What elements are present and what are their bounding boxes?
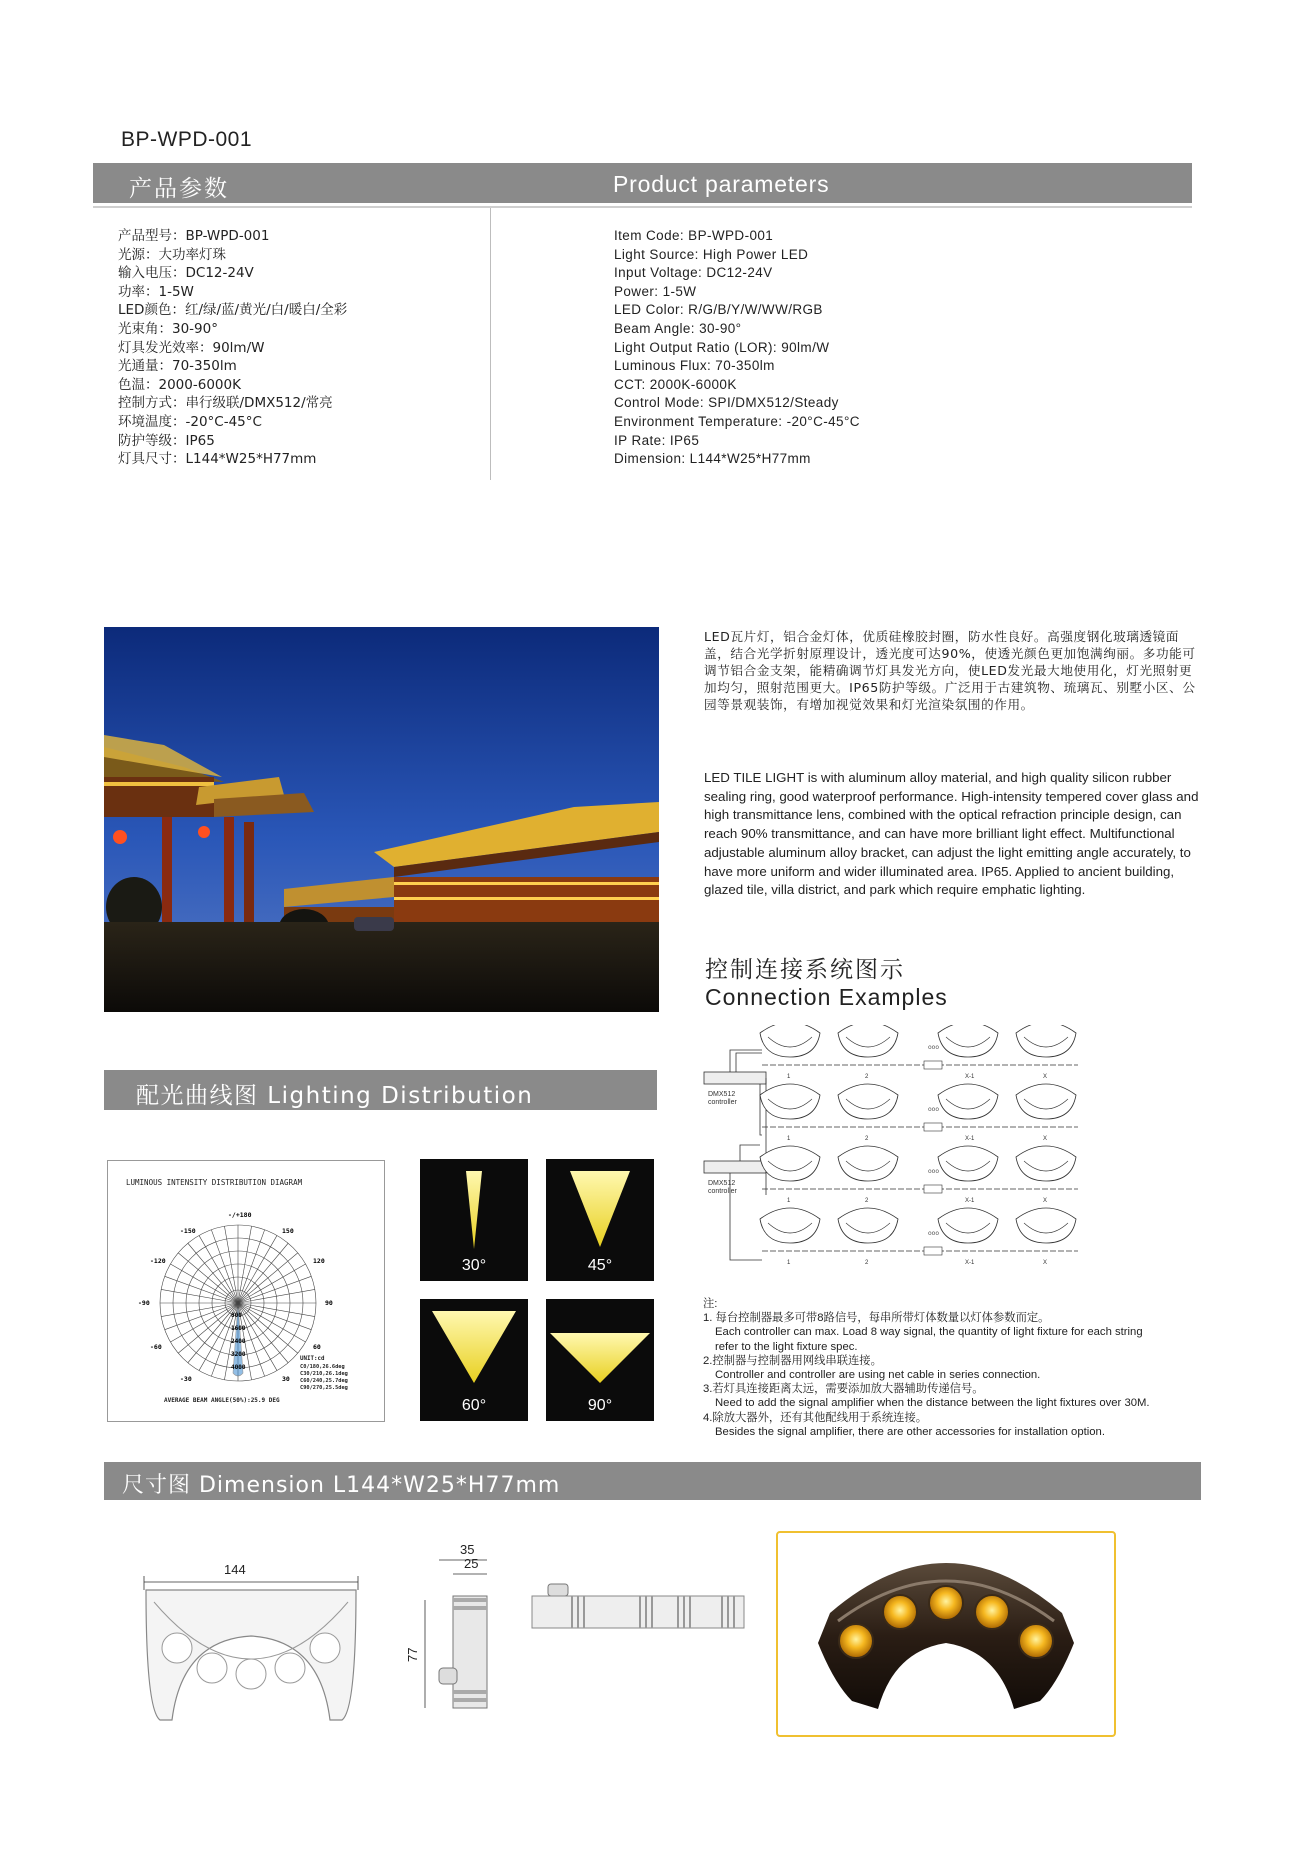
height-dimension: 77 <box>405 1647 420 1662</box>
polar-angle-label: -150 <box>180 1227 196 1235</box>
tile-index-label: X-1 <box>965 1136 975 1142</box>
lighting-distribution-title: 配光曲线图 Lighting Distribution <box>136 1083 534 1109</box>
spec-item: 功率：1-5W <box>118 283 194 300</box>
spec-item: IP Rate: IP65 <box>614 432 700 448</box>
tile-index-label: 1 <box>787 1260 791 1266</box>
tile-light-icon <box>938 1084 998 1119</box>
diagram-legend-item: C0/180,26.6deg <box>300 1364 345 1370</box>
controller-1-label: DMX512 <box>708 1091 736 1098</box>
spec-item: Luminous Flux: 70-350lm <box>614 358 775 374</box>
spec-item: Light Output Ratio (LOR): 90lm/W <box>614 339 830 355</box>
polar-angle-label: 30 <box>282 1375 290 1383</box>
note-en: Controller and controller are using net cable in series connection. <box>715 1369 1041 1382</box>
spec-item: 输入电压：DC12-24V <box>118 265 254 282</box>
length-dimension: 144 <box>224 1562 246 1577</box>
side-view-drawing <box>405 1538 515 1738</box>
tile-index-label: 1 <box>787 1198 791 1204</box>
note-en: Besides the signal amplifier, there are other accessories for installation option. <box>715 1425 1105 1438</box>
connection-title-en: Connection Examples <box>705 984 948 1010</box>
spec-item: CCT: 2000K-6000K <box>614 376 737 392</box>
params-header-en: Product parameters <box>613 171 830 197</box>
tile-light-icon <box>1016 1208 1076 1243</box>
polar-intensity-label: 4000 <box>231 1364 246 1371</box>
controller-1-sublabel: controller <box>708 1099 737 1106</box>
front-view-drawing <box>130 1540 380 1730</box>
tile-index-label: 2 <box>865 1136 869 1142</box>
spec-item: Beam Angle: 30-90° <box>614 320 742 336</box>
application-photo <box>104 627 659 1012</box>
beam-angle-label: 30° <box>461 1257 487 1274</box>
tile-light-icon <box>938 1208 998 1243</box>
note-cn: 2.控制器与控制器用网线串联连接。 <box>703 1354 882 1367</box>
tile-light-icon <box>838 1208 898 1243</box>
notes <box>703 1297 1203 1439</box>
width-outer-dimension: 35 <box>460 1542 475 1557</box>
spec-item: Item Code: BP-WPD-001 <box>614 228 774 243</box>
tile-index-label: X-1 <box>965 1198 975 1204</box>
spec-item: 光束角：30-90° <box>118 320 218 337</box>
connector-box <box>924 1061 942 1069</box>
polar-intensity-label: 3200 <box>231 1351 246 1358</box>
spec-item: Input Voltage: DC12-24V <box>614 265 773 281</box>
spec-item: Power: 1-5W <box>614 283 697 299</box>
tile-light-icon <box>760 1084 820 1119</box>
connector-box <box>924 1123 942 1131</box>
note-cn: 4.除放大器外，还有其他配线用于系统连接。 <box>703 1411 928 1424</box>
spec-list-cn <box>118 227 347 469</box>
beam-angle-label: 45° <box>587 1257 613 1274</box>
description-cn: LED瓦片灯，铝合金灯体，优质硅橡胶封圈，防水性良好。高强度钢化玻璃透镜面盖，结合光学折射原理设计，透光度可达90%，使透光颜色更加饱满绚丽。多功能可调节铝合金支架，能精确调节灯具发光方向，使LED发光最大地使用化，灯光照射更加均匀，照射范围更大。IP65防护等级。广泛用于古建筑物、琉璃瓦、别墅小区、公园等景观装饰，有增加视觉效果和灯光渲染氛围的作用。 <box>704 629 1196 712</box>
polar-angle-label: -30 <box>180 1375 192 1383</box>
tile-index-label: X <box>1043 1136 1048 1142</box>
diagram-title: LUMINOUS INTENSITY DISTRIBUTION DIAGRAM <box>126 1178 303 1187</box>
description-en: LED TILE LIGHT is with aluminum alloy material, and high quality silicon rubber sealing ring, good waterproof performance. High-intensity tempered cover glass and high transmittance lens, combined with the optical refraction principle design, can reach 90% transmittance, and can have more brilliant light effect. Multifunctional adjustable aluminum alloy bracket, can adjust the light emitting angle accurately, to have more uniform and wider illuminated area. IP65. Applied to ancient building, glazed tile, villa district, and park which require emphatic lighting. <box>704 770 1199 898</box>
note-cn: 3.若灯具连接距离太远，需要添加放大器辅助传递信号。 <box>703 1383 984 1396</box>
ellipsis: ooo <box>928 1106 940 1113</box>
connection-diagram <box>700 1025 1180 1285</box>
tile-index-label: X <box>1043 1260 1048 1266</box>
tile-light-icon <box>760 1208 820 1243</box>
model-title: BP-WPD-001 <box>121 128 253 151</box>
polar-intensity-label: 1600 <box>231 1325 246 1332</box>
spec-item: LED颜色：红/绿/蓝/黄光/白/暖白/全彩 <box>118 302 348 319</box>
tile-index-label: X-1 <box>965 1260 975 1266</box>
beam-angle-90 <box>546 1299 654 1421</box>
spec-item: Light Source: High Power LED <box>614 246 809 262</box>
spec-item: 色温：2000-6000K <box>118 376 241 393</box>
polar-angle-label: -120 <box>150 1257 166 1265</box>
polar-angle-label: -60 <box>150 1343 162 1351</box>
polar-intensity-label: 800 <box>231 1312 242 1319</box>
note-en: Need to add the signal amplifier when the distance between the light fixtures over 30M. <box>715 1397 1150 1410</box>
connector-box <box>924 1247 942 1255</box>
params-divider <box>490 208 491 480</box>
ellipsis: ooo <box>928 1044 940 1051</box>
diagram-legend-item: C90/270,25.5deg <box>300 1385 348 1391</box>
beam-angle-60 <box>420 1299 528 1421</box>
tile-light-icon <box>760 1146 820 1181</box>
spec-item: Dimension: L144*W25*H77mm <box>614 451 811 467</box>
params-header-bar <box>93 163 1192 203</box>
polar-angle-label: 150 <box>282 1227 294 1235</box>
tile-index-label: X <box>1043 1198 1048 1204</box>
dimension-title: 尺寸图 Dimension L144*W25*H77mm <box>122 1473 561 1498</box>
polar-angle-label: 120 <box>313 1257 325 1265</box>
spec-item: 产品型号：BP-WPD-001 <box>118 228 270 244</box>
tile-light-icon <box>838 1025 898 1057</box>
diagram-legend-item: C30/210,26.1deg <box>300 1371 348 1377</box>
spec-item: LED Color: R/G/B/Y/W/WW/RGB <box>614 302 823 318</box>
tile-index-label: X-1 <box>965 1074 975 1080</box>
tile-light-icon <box>938 1025 998 1057</box>
spec-item: 灯具尺寸：L144*W25*H77mm <box>118 451 317 468</box>
polar-intensity-label: 2400 <box>231 1338 246 1345</box>
diagram-average: AVERAGE BEAM ANGLE(50%):25.9 DEG <box>164 1397 280 1404</box>
spec-item: 光通量：70-350lm <box>118 358 237 375</box>
controller-2-label: DMX512 <box>708 1180 736 1187</box>
note-cn: 1. 每台控制器最多可带8路信号，每串所带灯体数量以灯体参数而定。 <box>703 1312 1050 1325</box>
ellipsis: ooo <box>928 1168 940 1175</box>
spec-item: Control Mode: SPI/DMX512/Steady <box>614 395 839 411</box>
luminous-intensity-diagram <box>107 1160 385 1422</box>
params-underline <box>93 206 1192 208</box>
product-photo <box>776 1531 1116 1737</box>
polar-angle-label: 60 <box>313 1343 321 1351</box>
tile-light-icon <box>1016 1025 1076 1057</box>
polar-angle-label: -/+180 <box>228 1211 252 1219</box>
tile-index-label: 1 <box>787 1136 791 1142</box>
spec-list-en <box>614 227 860 469</box>
notes-head: 注: <box>703 1298 718 1310</box>
spec-item: 控制方式：串行级联/DMX512/常亮 <box>118 395 333 412</box>
spec-item: 灯具发光效率：90lm/W <box>118 339 265 356</box>
tile-light-icon <box>838 1084 898 1119</box>
ellipsis: ooo <box>928 1230 940 1237</box>
beam-angle-label: 90° <box>587 1397 613 1414</box>
note-en: refer to the light fixture spec. <box>715 1340 858 1353</box>
params-header-cn: 产品参数 <box>129 176 229 202</box>
beam-angle-45 <box>546 1159 654 1281</box>
spec-item: 防护等级：IP65 <box>118 432 215 449</box>
tile-index-label: 2 <box>865 1074 869 1080</box>
note-en: Each controller can max. Load 8 way signal, the quantity of light fixture for each string <box>715 1326 1143 1339</box>
tile-index-label: 2 <box>865 1260 869 1266</box>
dimension-bar <box>104 1462 1201 1500</box>
controller-2-sublabel: controller <box>708 1188 737 1195</box>
spec-item: 光源：大功率灯珠 <box>118 246 226 263</box>
tile-light-icon <box>838 1146 898 1181</box>
tile-light-icon <box>938 1146 998 1181</box>
tile-index-label: 2 <box>865 1198 869 1204</box>
spec-item: 环境温度：-20°C-45°C <box>118 413 262 430</box>
width-inner-dimension: 25 <box>464 1556 479 1571</box>
diagram-legend-item: C60/240,25.7deg <box>300 1378 348 1384</box>
polar-angle-label: 90 <box>325 1299 333 1307</box>
connection-title-cn: 控制连接系统图示 <box>705 957 905 983</box>
diagram-unit: UNIT:cd <box>300 1356 325 1362</box>
tile-light-icon <box>760 1025 820 1057</box>
lighting-distribution-bar <box>104 1070 657 1110</box>
tile-index-label: X <box>1043 1074 1048 1080</box>
tile-light-icon <box>1016 1146 1076 1181</box>
beam-angle-label: 60° <box>461 1397 487 1414</box>
connector-box <box>924 1185 942 1193</box>
tile-light-icon <box>1016 1084 1076 1119</box>
tile-index-label: 1 <box>787 1074 791 1080</box>
beam-angle-30 <box>420 1159 528 1281</box>
spec-item: Environment Temperature: -20°C-45°C <box>614 413 860 429</box>
top-view-drawing <box>528 1578 748 1658</box>
polar-angle-label: -90 <box>138 1299 150 1307</box>
